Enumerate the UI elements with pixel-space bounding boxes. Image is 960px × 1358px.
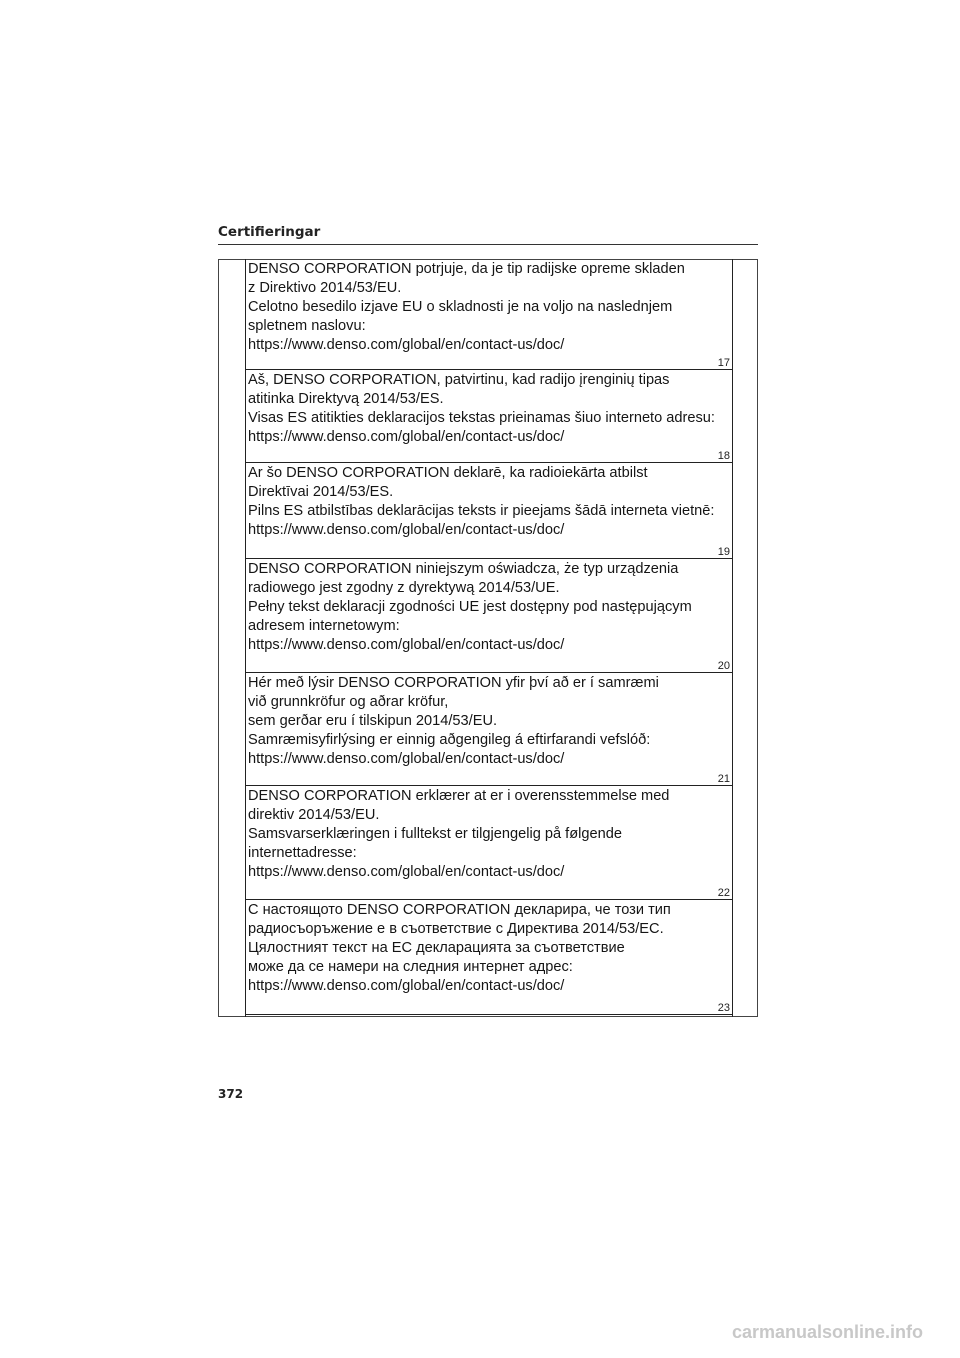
declaration-line: Hér með lýsir DENSO CORPORATION yfir því að er í samræmi — [248, 675, 659, 691]
declaration-line: adresem internetowym: — [248, 618, 400, 634]
declaration-slovenian — [246, 259, 732, 370]
declaration-line: sem gerðar eru í tilskipun 2014/53/EU. — [248, 713, 498, 729]
declaration-line: Celotno besedilo izjave EU o skladnosti je na voljo na naslednjem — [248, 299, 673, 315]
declaration-line: Цялостният текст на ЕС декларацията за съответствие — [248, 940, 625, 956]
page-header — [218, 224, 758, 245]
declaration-url: https://www.denso.com/global/en/contact-us/doc/ — [248, 864, 565, 880]
declaration-polish — [246, 559, 732, 673]
declaration-line: DENSO CORPORATION niniejszym oświadcza, że typ urządzenia — [248, 561, 679, 577]
declaration-line: Ar šo DENSO CORPORATION deklarē, ka radioiekārta atbilst — [248, 465, 648, 481]
declaration-line: spletnem naslovu: — [248, 318, 366, 334]
declaration-number: 22 — [717, 887, 730, 899]
declaration-line: internettadresse: — [248, 845, 357, 861]
declaration-url: https://www.denso.com/global/en/contact-us/doc/ — [248, 429, 565, 445]
declaration-line: Visas ES atitikties deklaracijos tekstas prieinamas šiuo interneto adresu: — [248, 410, 715, 426]
declaration-icelandic — [246, 673, 732, 786]
declaration-number: 21 — [717, 773, 730, 785]
declaration-norwegian — [246, 786, 732, 900]
declaration-line: radiowego jest zgodny z dyrektywą 2014/53/UE. — [248, 580, 560, 596]
declaration-url: https://www.denso.com/global/en/contact-us/doc/ — [248, 978, 565, 994]
declaration-number: 20 — [717, 660, 730, 672]
declaration-line: С настоящото DENSO CORPORATION декларира, че този тип — [248, 902, 671, 918]
watermark-logo: carmanualsonline.info — [732, 1322, 924, 1342]
declarations-frame — [218, 259, 758, 1017]
declaration-line: DENSO CORPORATION potrjuje, da je tip radijske opreme skladen — [248, 261, 685, 277]
declaration-number: 17 — [717, 357, 730, 369]
page-number: 372 — [218, 1087, 244, 1101]
declaration-line: Pełny tekst deklaracji zgodności UE jest dostępny pod następującym — [248, 599, 692, 615]
declaration-line: DENSO CORPORATION erklærer at er i overensstemmelse med — [248, 788, 670, 804]
declaration-line: Samsvarserklæringen i fulltekst er tilgjengelig på følgende — [248, 826, 622, 842]
declaration-line: може да се намери на следния интернет адрес: — [248, 959, 573, 975]
declaration-url: https://www.denso.com/global/en/contact-us/doc/ — [248, 337, 565, 353]
section-title: Certifieringar — [218, 224, 321, 240]
declarations-table — [245, 259, 733, 1017]
declaration-line: atitinka Direktyvą 2014/53/ES. — [248, 391, 444, 407]
declaration-lithuanian — [246, 370, 732, 463]
declaration-url: https://www.denso.com/global/en/contact-us/doc/ — [248, 637, 565, 653]
declaration-line: радиосъоръжение е в съответствие с Директива 2014/53/ЕС. — [248, 921, 664, 937]
declaration-number: 23 — [717, 1002, 730, 1014]
declaration-line: Pilns ES atbilstības deklarācijas teksts ir pieejams šādā interneta vietnē: — [248, 503, 715, 519]
declaration-line: Aš, DENSO CORPORATION, patvirtinu, kad radijo įrenginių tipas — [248, 372, 670, 388]
declaration-line: við grunnkröfur og aðrar kröfur, — [248, 694, 449, 710]
declaration-number: 18 — [717, 450, 730, 462]
declaration-bulgarian — [246, 900, 732, 1015]
declaration-line: z Direktivo 2014/53/EU. — [248, 280, 402, 296]
declaration-line: Direktīvai 2014/53/ES. — [248, 484, 394, 500]
declaration-line: Samræmisyfirlýsing er einnig aðgengileg á eftirfarandi vefslóð: — [248, 732, 651, 748]
declaration-number: 19 — [717, 546, 730, 558]
declaration-url: https://www.denso.com/global/en/contact-us/doc/ — [248, 522, 565, 538]
declaration-line: direktiv 2014/53/EU. — [248, 807, 380, 823]
declaration-url: https://www.denso.com/global/en/contact-us/doc/ — [248, 751, 565, 767]
declaration-latvian — [246, 463, 732, 559]
